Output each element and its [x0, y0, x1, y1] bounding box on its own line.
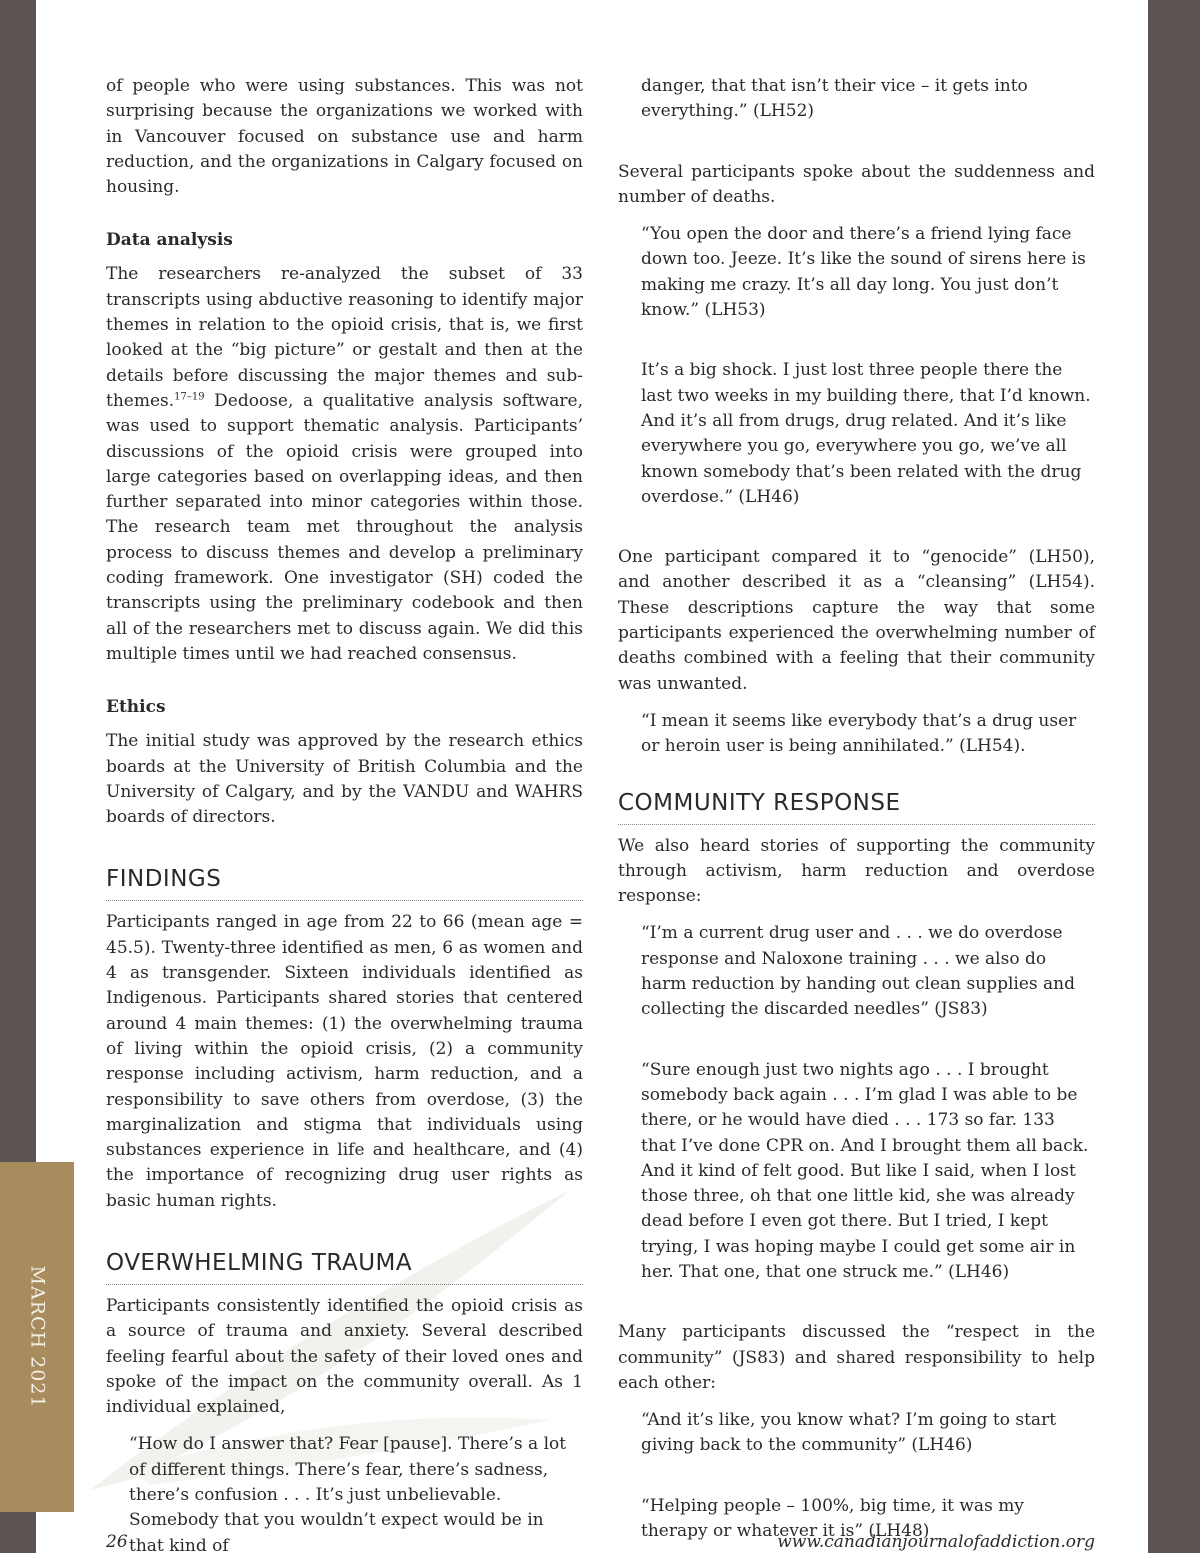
community-paragraph: We also heard stories of supporting the community through activism, harm reduction and overdose response: [618, 835, 1095, 907]
continued-quote: danger, that that isn’t their vice – it gets into everything.” (LH52) [641, 76, 1028, 122]
journal-website[interactable]: www.canadianjournalofaddiction.org [777, 1532, 1095, 1552]
month-label: MARCH 2021 [26, 1265, 49, 1409]
data-analysis-text-b: Dedoose, a qualitative analysis software, was used to support thematic analysis. Participants’ discussions of the opioid crisis were grouped into large categories based on overlapping ideas, and then further separated into minor categories within those. The research team met throughout the analysis process to discuss themes and develop a preliminary coding framework. One investigator (SH) coded the transcripts using the preliminary codebook and then all of the researchers met to discuss again. We did this multiple times until we had reached consensus. [106, 390, 583, 664]
page-number: 26 [106, 1532, 128, 1552]
ethics-paragraph: The initial study was approved by the research ethics boards at the University of British Columbia and the University of Calgary, and by the VANDU and WAHRS boards of directors. [106, 731, 583, 828]
naloxone-quote: “I’m a current drug user and . . . we do overdose response and Naloxone training . . . we also do harm reduction by handing out clean supplies and collecting the discarded needles” (JS83) [641, 923, 1075, 1020]
community-response-heading: COMMUNITY RESPONSE [618, 790, 1095, 825]
right-edge-bar [1148, 0, 1200, 1553]
suddenness-paragraph: Several participants spoke about the suddenness and number of deaths. [618, 161, 1095, 207]
findings-heading: FINDINGS [106, 866, 583, 901]
ethics-heading: Ethics [106, 697, 166, 718]
data-analysis-text-a: The researchers re-analyzed the subset of 33 transcripts using abductive reasoning to identify major themes in relation to the opioid crisis, that is, we first looked at the “big picture” or gestalt and then at the details before discussing the major themes and sub-themes. [106, 264, 583, 411]
annihilated-quote: “I mean it seems like everybody that’s a drug user or heroin user is being annihilated.” (LH54). [641, 710, 1077, 757]
data-analysis-paragraph [106, 262, 583, 667]
data-analysis-heading: Data analysis [106, 230, 233, 251]
month-tab-label-wrap [0, 1162, 74, 1512]
overwhelming-trauma-heading: OVERWHELMING TRAUMA [106, 1250, 583, 1285]
trauma-paragraph: Participants consistently identified the opioid crisis as a source of trauma and anxiety. Several described feeling fearful about the safety of their loved ones and spoke of the impact on the community overall. As 1 individual explained, [106, 1295, 583, 1418]
helping-people-quote: “Helping people – 100%, big time, it was my therapy or whatever it is” (LH48) [641, 1495, 1024, 1542]
findings-paragraph: Participants ranged in age from 22 to 66 (mean age = 45.5). Twenty-three identified as men, 6 as women and 4 as transgender. Sixteen individuals identified as Indigenous. Participants shared stories that centered around 4 main themes: (1) the overwhelming trauma of living within the opioid crisis, (2) a community response including activism, harm reduction, and a responsibility to save others from overdose, (3) the marginalization and stigma that individuals using substances experience in life and healthcare, and (4) the importance of recognizing drug user rights as basic human rights. [106, 912, 583, 1211]
door-quote: “You open the door and there’s a friend lying face down too. Jeeze. It’s like the sound of sirens here is making me crazy. It’s all day long. You just don’t know.” (LH53) [641, 224, 1086, 321]
left-column [106, 74, 583, 1559]
trauma-quote: “How do I answer that? Fear [pause]. There’s a lot of different things. There’s fear, there’s sadness, there’s confusion . . . It’s just unbelievable. Somebody that you wouldn’t expect would be in that kind of [129, 1434, 567, 1556]
shock-quote: It’s a big shock. I just lost three people there the last two weeks in my building there, that I’d known. And it’s all from drugs, drug related. And it’s like everywhere you go, everywhere you go, we’ve all known somebody that’s been related with the drug overdose.” (LH46) [641, 360, 1091, 507]
citation-superscript: 17–19 [174, 391, 205, 403]
genocide-paragraph: One participant compared it to “genocide” (LH50), and another described it as a “cleansing” (LH54). These descriptions capture the way that some participants experienced the overwhelming number of deaths combined with a feeling that their community was unwanted. [618, 547, 1095, 694]
giving-back-quote: “And it’s like, you know what? I’m going to start giving back to the community” (LH46) [641, 1410, 1057, 1456]
intro-paragraph: of people who were using substances. This was not surprising because the organizations we worked with in Vancouver focused on substance use and harm reduction, and the organizations in Calgary focused on housing. [106, 76, 583, 198]
sure-enough-quote: “Sure enough just two nights ago . . . I brought somebody back again . . . I’m glad I was able to be there, or he would have died . . . 173 so far. 133 that I’ve done CPR on. And I brought them all back. And it kind of felt good. But like I said, when I lost those three, oh that one little kid, she was already dead before I even got there. But I tried, I kept trying, I was hoping maybe I could get some air in her. That one, that one struck me.” (LH46) [641, 1059, 1089, 1282]
respect-paragraph: Many participants discussed the “respect in the community” (JS83) and shared responsibility to help each other: [618, 1322, 1095, 1393]
right-column [618, 74, 1095, 1544]
